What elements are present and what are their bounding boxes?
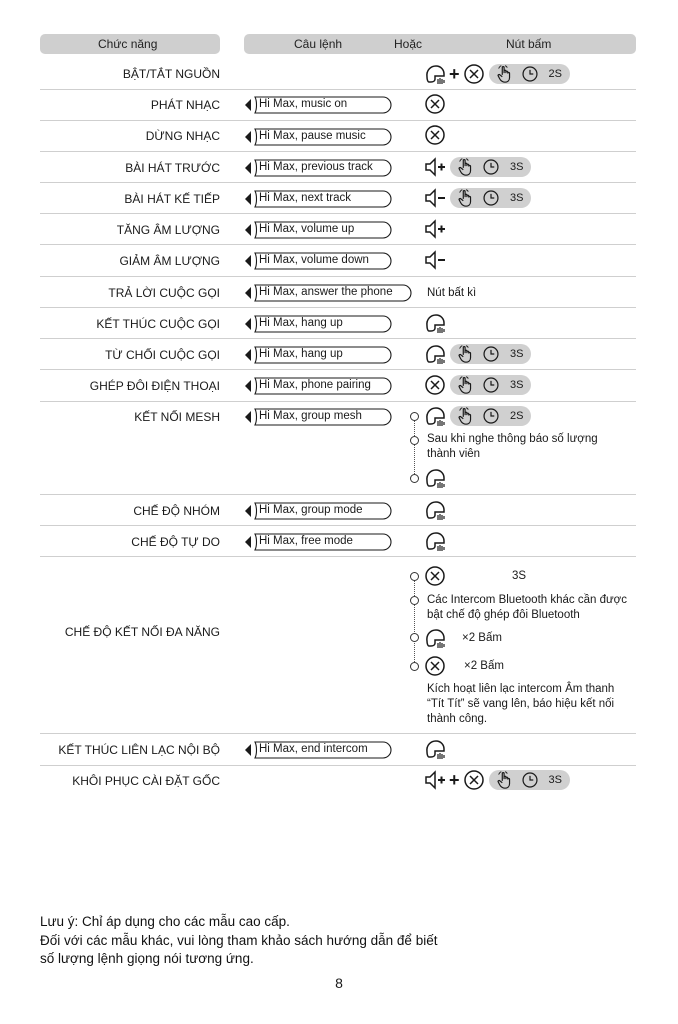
voice-command-text: Hi Max, end intercom	[259, 743, 368, 755]
header-function	[40, 34, 220, 54]
footnote-line-3: số lượng lệnh giọng nói tương ứng.	[40, 951, 254, 966]
buttons-multi-step1	[424, 565, 446, 587]
press-hand-icon	[456, 188, 476, 208]
header-button-label: Nút bấm	[506, 37, 552, 51]
voice-command-pill	[245, 501, 391, 519]
header-command-label: Câu lệnh	[294, 37, 343, 51]
clock-icon	[521, 65, 539, 83]
helmet-button-icon	[424, 343, 446, 365]
hold-pill	[450, 375, 531, 395]
voice-command-text: Hi Max, next track	[259, 192, 352, 204]
voice-command-pill	[245, 345, 391, 363]
label-free-mode: CHẾ ĐỘ TỰ DO	[131, 535, 220, 549]
step-line	[414, 578, 415, 666]
buttons-end-call	[424, 312, 446, 334]
voice-command-pill	[245, 95, 391, 113]
separator	[40, 556, 636, 557]
voice-command-text: Hi Max, volume down	[259, 254, 369, 266]
x-button-icon	[424, 655, 446, 677]
buttons-reject-call	[424, 343, 531, 365]
buttons-end-intercom	[424, 738, 446, 760]
label-group-mode: CHẾ ĐỘ NHÓM	[133, 504, 220, 518]
voice-command-pill	[245, 740, 391, 758]
step-dot	[410, 633, 419, 642]
separator	[40, 307, 636, 308]
separator	[40, 369, 636, 370]
press-hand-icon	[456, 157, 476, 177]
buttons-next-track	[424, 187, 531, 209]
hold-seconds: 3S	[510, 379, 524, 391]
voice-command-pill	[245, 251, 391, 269]
x-button-icon	[424, 93, 446, 115]
clock-icon	[482, 189, 500, 207]
voice-command-text: Hi Max, pause music	[259, 130, 366, 142]
press-hand-icon	[495, 770, 515, 790]
hold-seconds: 3S	[548, 774, 562, 786]
clock-icon	[482, 345, 500, 363]
any-button-text: Nút bất kì	[427, 287, 477, 299]
step-dot	[410, 596, 419, 605]
hold-seconds: 3S	[510, 348, 524, 360]
voice-command-text: Hi Max, hang up	[259, 317, 343, 329]
voice-command-pill	[245, 532, 391, 550]
step-dot	[410, 436, 419, 445]
label-end-call: KẾT THÚC CUỘC GỌI	[96, 317, 220, 331]
voice-command-text: Hi Max, group mesh	[259, 410, 362, 422]
voice-command-pill	[245, 158, 391, 176]
buttons-free-mode	[424, 530, 446, 552]
buttons-group-mode	[424, 499, 446, 521]
voice-command-pill	[245, 407, 391, 425]
buttons-volume-down	[424, 249, 446, 271]
voice-command-pill	[245, 127, 391, 145]
label-next-track: BÀI HÁT KẾ TIẾP	[124, 192, 220, 206]
buttons-factory-reset	[424, 769, 570, 791]
label-volume-up: TĂNG ÂM LƯỢNG	[116, 223, 220, 237]
multi-press-twice-a: ×2 Bấm	[462, 632, 502, 644]
footnote-line-2: Đối với các mẫu khác, vui lòng tham khảo sách hướng dẫn để biết	[40, 932, 438, 948]
header-command	[244, 34, 636, 54]
multi-instruction-2: Kích hoạt liên lạc intercom Âm thanh “Tít Tít” sẽ vang lên, báo hiệu kết nối thành công.	[427, 683, 615, 725]
clock-icon	[482, 407, 500, 425]
label-end-intercom: KẾT THÚC LIÊN LẠC NỘI BỘ	[58, 743, 220, 757]
separator	[40, 151, 636, 152]
voice-command-pill	[245, 189, 391, 207]
press-hand-icon	[456, 406, 476, 426]
separator	[40, 338, 636, 339]
clock-icon	[482, 376, 500, 394]
helmet-button-icon	[424, 499, 446, 521]
voice-command-text: Hi Max, group mode	[259, 504, 363, 516]
mesh-instruction: Sau khi nghe thông báo số lượng thành viên	[427, 433, 598, 460]
volume-down-icon	[424, 249, 446, 271]
label-mesh: KẾT NỐI MESH	[134, 410, 220, 424]
hold-pill	[450, 344, 531, 364]
hold-pill	[489, 64, 570, 84]
buttons-multi-step2	[424, 627, 446, 649]
buttons-multi-step3	[424, 655, 446, 677]
label-volume-down: GIẢM ÂM LƯỢNG	[119, 254, 220, 268]
label-play-music: PHÁT NHẠC	[150, 98, 220, 112]
label-multi-connect: CHẾ ĐỘ KẾT NỐI ĐA NĂNG	[64, 625, 220, 639]
step-dot	[410, 474, 419, 483]
voice-command-pill	[245, 220, 391, 238]
multi-instruction-1: Các Intercom Bluetooth khác cần được bật chế độ ghép đôi Bluetooth	[427, 594, 627, 621]
step-dot	[410, 412, 419, 421]
separator	[40, 733, 636, 734]
voice-command-text: Hi Max, answer the phone	[259, 286, 393, 298]
header-function-label: Chức năng	[98, 37, 158, 51]
separator	[40, 276, 636, 277]
buttons-phone-pairing	[424, 374, 531, 396]
header-or-label: Hoặc	[394, 37, 423, 51]
step-line	[414, 418, 415, 478]
voice-command-pill	[245, 314, 391, 332]
clock-icon	[482, 158, 500, 176]
helmet-button-icon	[424, 467, 446, 489]
plus-sign: +	[449, 770, 460, 790]
label-phone-pairing: GHÉP ĐÔI ĐIỆN THOẠI	[89, 379, 220, 393]
voice-command-pill	[245, 283, 391, 301]
separator	[40, 213, 636, 214]
voice-command-pill	[245, 376, 391, 394]
helmet-button-icon	[424, 63, 446, 85]
helmet-button-icon	[424, 738, 446, 760]
buttons-volume-up	[424, 218, 446, 240]
helmet-button-icon	[424, 312, 446, 334]
separator	[40, 120, 636, 121]
hold-pill	[450, 157, 531, 177]
hold-seconds: 3S	[510, 192, 524, 204]
buttons-play-music	[424, 93, 446, 115]
separator	[40, 244, 636, 245]
separator	[40, 182, 636, 183]
label-answer-call: TRẢ LỜI CUỘC GỌI	[108, 286, 220, 300]
x-button-icon	[463, 769, 485, 791]
x-button-icon	[463, 63, 485, 85]
press-hand-icon	[495, 64, 515, 84]
label-previous-track: BÀI HÁT TRƯỚC	[125, 161, 220, 175]
hold-pill	[489, 770, 570, 790]
buttons-mesh	[424, 405, 531, 427]
buttons-previous-track	[424, 156, 531, 178]
helmet-button-icon	[424, 530, 446, 552]
voice-command-text: Hi Max, hang up	[259, 348, 343, 360]
volume-up-icon	[424, 769, 446, 791]
x-button-icon	[424, 565, 446, 587]
multi-press-twice-b: ×2 Bấm	[464, 660, 504, 672]
separator	[40, 401, 636, 402]
hold-seconds: 2S	[548, 68, 562, 80]
hold-pill	[450, 188, 531, 208]
label-factory-reset: KHÔI PHỤC CÀI ĐẶT GỐC	[72, 774, 220, 788]
step-dot	[410, 572, 419, 581]
step-dot	[410, 662, 419, 671]
footnote	[40, 913, 437, 969]
separator	[40, 494, 636, 495]
hold-pill	[450, 406, 531, 426]
buttons-mesh-step2	[424, 467, 446, 489]
voice-command-text: Hi Max, previous track	[259, 161, 373, 173]
helmet-button-icon	[424, 627, 446, 649]
separator	[40, 525, 636, 526]
voice-command-text: Hi Max, free mode	[259, 535, 353, 547]
clock-icon	[521, 771, 539, 789]
buttons-pause-music	[424, 124, 446, 146]
x-button-icon	[424, 374, 446, 396]
hold-seconds: 2S	[510, 410, 524, 422]
voice-command-text: Hi Max, volume up	[259, 223, 355, 235]
buttons-power	[424, 63, 570, 85]
label-pause-music: DỪNG NHẠC	[145, 129, 220, 143]
footnote-line-1: Lưu ý: Chỉ áp dụng cho các mẫu cao cấp.	[40, 914, 290, 929]
volume-up-icon	[424, 218, 446, 240]
helmet-button-icon	[424, 405, 446, 427]
separator	[40, 89, 636, 90]
x-button-icon	[424, 124, 446, 146]
press-hand-icon	[456, 344, 476, 364]
separator	[40, 765, 636, 766]
volume-down-icon	[424, 187, 446, 209]
voice-command-text: Hi Max, phone pairing	[259, 379, 371, 391]
multi-hold-seconds: 3S	[512, 570, 527, 582]
volume-up-icon	[424, 156, 446, 178]
press-hand-icon	[456, 375, 476, 395]
label-power: BẬT/TẮT NGUỒN	[122, 67, 220, 81]
plus-sign: +	[449, 64, 460, 84]
hold-seconds: 3S	[510, 161, 524, 173]
page-number: 8	[335, 975, 343, 991]
voice-command-text: Hi Max, music on	[259, 98, 348, 110]
label-reject-call: TỪ CHỐI CUỘC GỌI	[105, 348, 220, 362]
